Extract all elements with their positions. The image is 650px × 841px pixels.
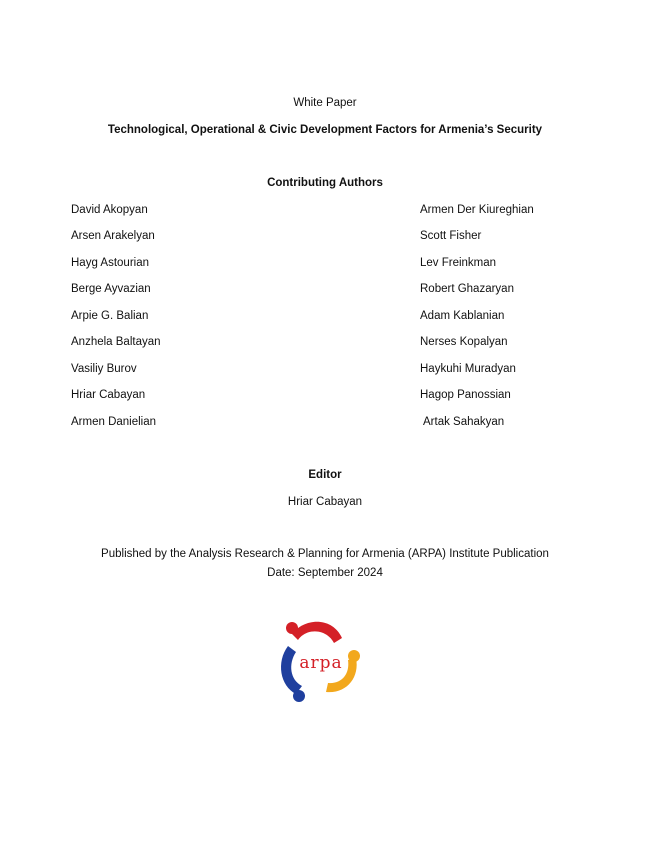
author-name: Arpie G. Balian bbox=[71, 310, 149, 322]
logo-red-swoosh bbox=[292, 622, 342, 643]
author-name: Vasiliy Burov bbox=[71, 363, 137, 375]
author-name: Adam Kablanian bbox=[420, 310, 505, 322]
author-name: Haykuhi Muradyan bbox=[420, 363, 516, 375]
author-name: Robert Ghazaryan bbox=[420, 283, 514, 295]
editor-heading: Editor bbox=[308, 469, 342, 481]
author-name: Arsen Arakelyan bbox=[71, 230, 155, 242]
logo-blue-dot bbox=[293, 690, 305, 702]
logo-red-dot bbox=[286, 622, 298, 634]
arpa-logo bbox=[276, 616, 366, 708]
author-name: Scott Fisher bbox=[420, 230, 482, 242]
publication-date: Date: September 2024 bbox=[267, 567, 383, 579]
author-name: Nerses Kopalyan bbox=[420, 336, 508, 348]
author-name: Berge Ayvazian bbox=[71, 283, 151, 295]
editor-name: Hriar Cabayan bbox=[287, 496, 363, 508]
author-name: Armen Danielian bbox=[71, 416, 157, 428]
logo-orange-dot bbox=[348, 650, 360, 662]
author-name: Artak Sahakyan bbox=[423, 416, 505, 428]
author-name: Anzhela Baltayan bbox=[71, 336, 161, 348]
publisher-line: Published by the Analysis Research & Planning for Armenia (ARPA) Institute Publication bbox=[101, 548, 549, 560]
author-name: Hriar Cabayan bbox=[71, 389, 146, 401]
author-name: Armen Der Kiureghian bbox=[420, 204, 534, 216]
author-name: Lev Freinkman bbox=[420, 257, 497, 269]
logo-wordmark: arpa bbox=[299, 653, 343, 673]
author-name: Hagop Panossian bbox=[420, 389, 511, 401]
author-name: David Akopyan bbox=[71, 204, 148, 216]
doc-type: White Paper bbox=[293, 97, 357, 109]
page-title: Technological, Operational & Civic Development Factors for Armenia’s Security bbox=[107, 124, 543, 136]
author-name: Hayg Astourian bbox=[71, 257, 149, 269]
authors-heading: Contributing Authors bbox=[267, 177, 383, 189]
